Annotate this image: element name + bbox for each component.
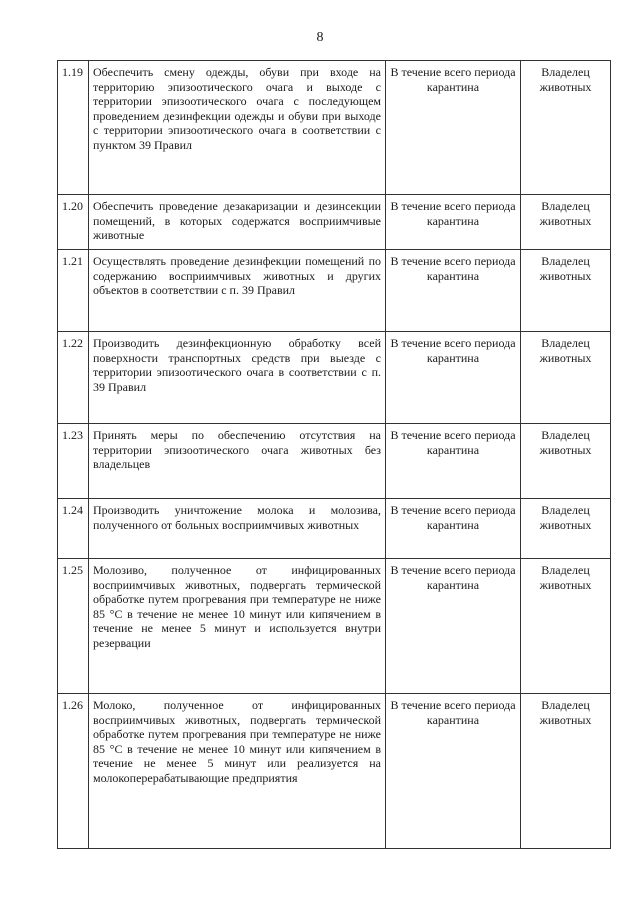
term-text: В течение всего периода карантина — [386, 694, 521, 849]
item-number: 1.26 — [58, 694, 89, 849]
table-row — [58, 61, 611, 195]
table-row — [58, 424, 611, 499]
measure-text: Молозиво, полученное от инфицированных восприимчивых животных, подвергать термической обработке путем прогревания при температуре не ниже 85 °С в течение не менее 10 минут или кипячением в течение не менее 5 минут и используется внутри резервации — [89, 559, 386, 694]
item-number: 1.25 — [58, 559, 89, 694]
responsible-text: Владелец животных — [521, 499, 611, 559]
page-number: 8 — [316, 30, 324, 45]
measure-text: Обеспечить проведение дезакаризации и дезинсекции помещений, в которых содержатся восприимчивые животные — [89, 195, 386, 250]
measure-text: Молоко, полученное от инфицированных восприимчивых животных, подвергать термической обработке путем прогревания при температуре не ниже 85 °С в течение не менее 10 минут или кипячением в течение не менее 5 минут или реализуется на молокоперерабатывающие предприятия — [89, 694, 386, 849]
measure-text: Производить дезинфекционную обработку всей поверхности транспортных средств при выезде с территории эпизоотического очага в соответствии с п. 39 Правил — [89, 332, 386, 424]
item-number: 1.19 — [58, 61, 89, 195]
term-text: В течение всего периода карантина — [386, 195, 521, 250]
term-text: В течение всего периода карантина — [386, 61, 521, 195]
table-row — [58, 332, 611, 424]
table-row — [58, 195, 611, 250]
responsible-text: Владелец животных — [521, 559, 611, 694]
responsible-text: Владелец животных — [521, 195, 611, 250]
item-number: 1.20 — [58, 195, 89, 250]
responsible-text: Владелец животных — [521, 424, 611, 499]
responsible-text: Владелец животных — [521, 250, 611, 332]
term-text: В течение всего периода карантина — [386, 332, 521, 424]
item-number: 1.24 — [58, 499, 89, 559]
table-row — [58, 559, 611, 694]
responsible-text: Владелец животных — [521, 61, 611, 195]
term-text: В течение всего периода карантина — [386, 250, 521, 332]
responsible-text: Владелец животных — [521, 332, 611, 424]
term-text: В течение всего периода карантина — [386, 499, 521, 559]
term-text: В течение всего периода карантина — [386, 424, 521, 499]
table-row — [58, 694, 611, 849]
term-text: В течение всего периода карантина — [386, 559, 521, 694]
item-number: 1.22 — [58, 332, 89, 424]
measure-text: Осуществлять проведение дезинфекции помещений по содержанию восприимчивых животных и других объектов в соответствии с п. 39 Правил — [89, 250, 386, 332]
measure-text: Принять меры по обеспечению отсутствия на территории эпизоотического очага животных без владельцев — [89, 424, 386, 499]
measures-table — [57, 60, 611, 849]
measure-text: Производить уничтожение молока и молозива, полученного от больных восприимчивых животных — [89, 499, 386, 559]
item-number: 1.23 — [58, 424, 89, 499]
table-row — [58, 250, 611, 332]
table-row — [58, 499, 611, 559]
item-number: 1.21 — [58, 250, 89, 332]
measure-text: Обеспечить смену одежды, обуви при входе на территорию эпизоотического очага и выходе с территории эпизоотического очага с последующем проведением дезинфекции одежды и обуви при выходе с территории эпизоотического очага в соответствии с пунктом 39 Правил — [89, 61, 386, 195]
responsible-text: Владелец животных — [521, 694, 611, 849]
